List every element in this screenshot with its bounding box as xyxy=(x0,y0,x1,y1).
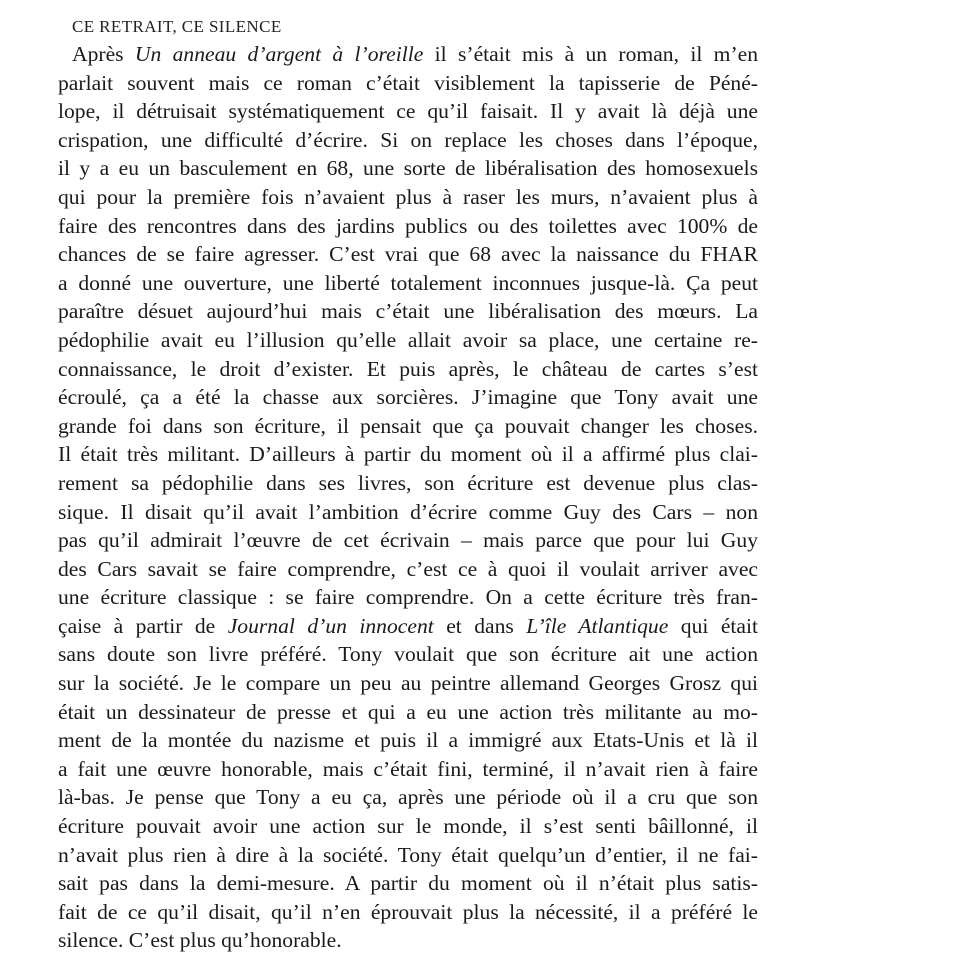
text-line xyxy=(58,383,758,412)
book-title-italic: L’île Atlantique xyxy=(526,613,669,638)
text-run: et dans xyxy=(433,613,527,638)
text-line xyxy=(58,69,758,98)
text-line xyxy=(58,469,758,498)
text-run: il y a eu un basculement en 68, une sorte de libéralisation des homosexuels xyxy=(58,156,758,181)
text-run: écroulé, ça a été la chasse aux sorcières. J’imagine que Tony avait une xyxy=(58,385,758,410)
text-line xyxy=(58,183,758,212)
text-run: qui était xyxy=(668,613,758,638)
text-line xyxy=(58,841,758,870)
text-run: n’avait plus rien à dire à la société. Tony était quelqu’un d’entier, il ne fai- xyxy=(58,842,758,867)
text-line xyxy=(58,297,758,326)
text-run: crispation, une difficulté d’écrire. Si on replace les choses dans l’époque, xyxy=(58,127,758,152)
text-run: une écriture classique : se faire comprendre. On a cette écriture très fran- xyxy=(58,585,758,610)
text-run: paraître désuet aujourd’hui mais c’était une libéralisation des mœurs. La xyxy=(58,299,758,324)
text-run: silence. C’est plus qu’honorable. xyxy=(58,928,342,953)
text-line xyxy=(58,698,758,727)
text-run: sur la société. Je le compare un peu au peintre allemand Georges Grosz qui xyxy=(58,671,758,696)
text-line xyxy=(58,412,758,441)
text-run: lope, il détruisait systématiquement ce qu’il faisait. Il y avait là déjà une xyxy=(58,99,758,124)
text-run: Après xyxy=(72,42,135,66)
text-run: a fait une œuvre honorable, mais c’était fini, terminé, il n’avait rien à faire xyxy=(58,756,758,781)
text-line xyxy=(58,40,758,69)
text-run: Il était très militant. D’ailleurs à partir du moment où il a affirmé plus clai- xyxy=(58,442,758,467)
text-line xyxy=(58,269,758,298)
body-paragraph xyxy=(58,40,963,955)
text-run: connaissance, le droit d’exister. Et puis après, le château de cartes s’est xyxy=(58,356,758,381)
text-run: ment de la montée du nazisme et puis il a immigré aux Etats-Unis et là il xyxy=(58,728,758,753)
text-line xyxy=(58,869,758,898)
text-line xyxy=(58,526,758,555)
text-line xyxy=(58,755,758,784)
text-line xyxy=(58,240,758,269)
text-line xyxy=(58,440,758,469)
text-run: là-bas. Je pense que Tony a eu ça, après une période où il a cru que son xyxy=(58,785,758,810)
text-run: pédophilie avait eu l’illusion qu’elle allait avoir sa place, une certaine re- xyxy=(58,327,758,352)
text-line xyxy=(58,126,758,155)
text-line xyxy=(58,898,758,927)
text-run: sique. Il disait qu’il avait l’ambition d’écrire comme Guy des Cars – non xyxy=(58,499,758,524)
text-run: qui pour la première fois n’avaient plus à raser les murs, n’avaient plus à xyxy=(58,184,758,209)
text-run: fait de ce qu’il disait, qu’il n’en éprouvait plus la nécessité, il a préféré le xyxy=(58,899,758,924)
running-head: CE RETRAIT, CE SILENCE xyxy=(72,17,282,36)
text-run: faire des rencontres dans des jardins publics ou des toilettes avec 100% de xyxy=(58,213,758,238)
text-line xyxy=(58,812,758,841)
text-run: sait pas dans la demi-mesure. A partir du moment où il n’était plus satis- xyxy=(58,871,758,896)
text-line xyxy=(58,326,758,355)
text-line xyxy=(58,612,758,641)
text-run: parlait souvent mais ce roman c’était visiblement la tapisserie de Péné- xyxy=(58,70,758,95)
text-run: était un dessinateur de presse et qui a eu une action très militante au mo- xyxy=(58,699,758,724)
text-run: rement sa pédophilie dans ses livres, son écriture est devenue plus clas- xyxy=(58,470,758,495)
text-line xyxy=(58,926,758,955)
text-line xyxy=(58,583,758,612)
text-run: pas qu’il admirait l’œuvre de cet écrivain – mais parce que pour lui Guy xyxy=(58,528,758,553)
text-run: çaise à partir de xyxy=(58,613,228,638)
text-line xyxy=(58,726,758,755)
book-page xyxy=(58,16,963,955)
text-run: grande foi dans son écriture, il pensait que ça pouvait changer les choses. xyxy=(58,413,758,438)
text-run: il s’était mis à un roman, il m’en xyxy=(423,42,759,66)
text-line xyxy=(58,498,758,527)
text-line xyxy=(58,669,758,698)
text-run: des Cars savait se faire comprendre, c’est ce à quoi il voulait arriver avec xyxy=(58,556,758,581)
text-run: sans doute son livre préféré. Tony voulait que son écriture ait une action xyxy=(58,642,758,667)
text-line xyxy=(58,355,758,384)
text-line xyxy=(58,640,758,669)
text-line xyxy=(58,783,758,812)
text-run: chances de se faire agresser. C’est vrai que 68 avec la naissance du FHAR xyxy=(58,242,758,267)
text-line xyxy=(58,97,758,126)
text-run: a donné une ouverture, une liberté totalement inconnues jusque-là. Ça peut xyxy=(58,270,758,295)
book-title-italic: Journal d’un innocent xyxy=(227,613,434,638)
text-run: écriture pouvait avoir une action sur le monde, il s’est senti bâillonné, il xyxy=(58,814,758,839)
text-line xyxy=(58,154,758,183)
text-line xyxy=(58,212,758,241)
text-line xyxy=(58,555,758,584)
book-title-italic: Un anneau d’argent à l’oreille xyxy=(134,42,424,66)
